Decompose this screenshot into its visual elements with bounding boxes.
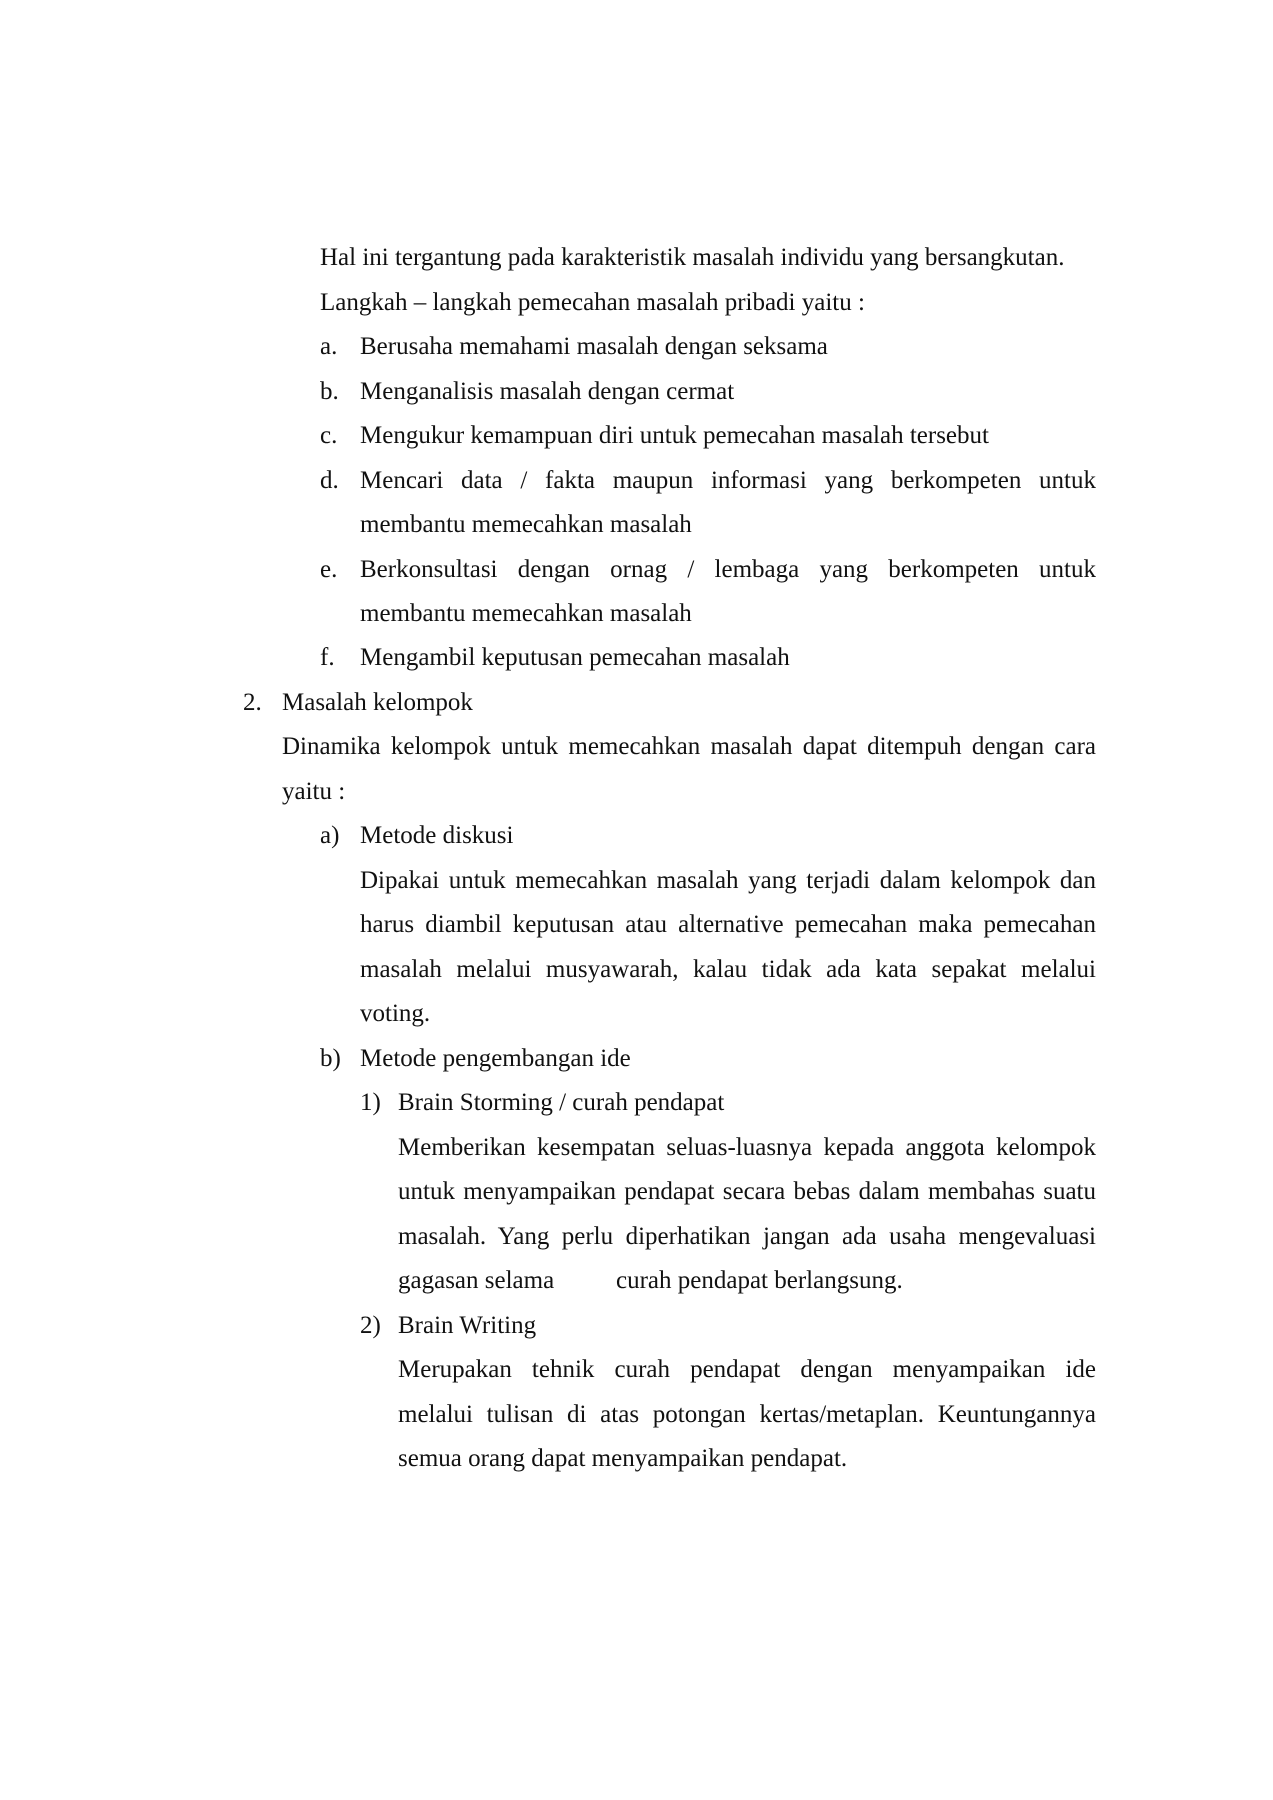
method-b-title: Metode pengembangan ide [360, 1045, 631, 1072]
step-f-marker: f. [320, 644, 335, 671]
sub-1-title: Brain Storming / curah pendapat [398, 1089, 725, 1116]
step-b-marker: b. [320, 378, 339, 405]
step-d-marker: d. [320, 467, 339, 494]
sub-1-para-line-4a: gagasan selama [398, 1267, 555, 1294]
sub-1-para-line-2: untuk menyampaikan pendapat secara bebas dalam membahas suatu [398, 1178, 1096, 1205]
step-e-text-line-2: membantu memecahkan masalah [360, 600, 692, 627]
method-a-para-line-4: voting. [360, 1000, 431, 1027]
step-e-text-line-1: Berkonsultasi dengan ornag / lembaga yang berkompeten untuk [360, 556, 1096, 583]
sub-1-para-line-1: Memberikan kesempatan seluas-luasnya kepada anggota kelompok [398, 1134, 1096, 1161]
intro-line-2: Langkah – langkah pemecahan masalah pribadi yaitu : [320, 289, 865, 316]
step-a-text: Berusaha memahami masalah dengan seksama [360, 333, 828, 360]
step-d-text-line-1: Mencari data / fakta maupun informasi yang berkompeten untuk [360, 467, 1096, 494]
method-b-marker: b) [320, 1045, 341, 1072]
step-c-text: Mengukur kemampuan diri untuk pemecahan masalah tersebut [360, 422, 989, 449]
sub-2-marker: 2) [360, 1312, 381, 1339]
section-2-title: Masalah kelompok [282, 689, 473, 716]
intro-line-1: Hal ini tergantung pada karakteristik masalah individu yang bersangkutan. [320, 244, 1065, 271]
method-a-marker: a) [320, 822, 340, 849]
sub-2-title: Brain Writing [398, 1312, 537, 1339]
step-f-text: Mengambil keputusan pemecahan masalah [360, 644, 790, 671]
sub-1-para-line-3: masalah. Yang perlu diperhatikan jangan ada usaha mengevaluasi [398, 1223, 1096, 1250]
section-2-marker: 2. [243, 689, 262, 716]
method-a-para-line-1: Dipakai untuk memecahkan masalah yang terjadi dalam kelompok dan [360, 867, 1096, 894]
step-a-marker: a. [320, 333, 338, 360]
method-a-title: Metode diskusi [360, 822, 514, 849]
sub-2-para-line-2: melalui tulisan di atas potongan kertas/metaplan. Keuntungannya [398, 1401, 1096, 1428]
method-a-para-line-2: harus diambil keputusan atau alternative pemecahan maka pemecahan [360, 911, 1096, 938]
section-2-desc-line-1: Dinamika kelompok untuk memecahkan masalah dapat ditempuh dengan cara [282, 733, 1096, 760]
sub-1-para-line-4b: curah pendapat berlangsung. [616, 1267, 903, 1294]
step-d-text-line-2: membantu memecahkan masalah [360, 511, 692, 538]
sub-1-marker: 1) [360, 1089, 381, 1116]
step-b-text: Menganalisis masalah dengan cermat [360, 378, 735, 405]
sub-2-para-line-3: semua orang dapat menyampaikan pendapat. [398, 1445, 848, 1472]
sub-2-para-line-1: Merupakan tehnik curah pendapat dengan menyampaikan ide [398, 1356, 1096, 1383]
section-2-desc-line-2: yaitu : [282, 778, 346, 805]
step-c-marker: c. [320, 422, 338, 449]
method-a-para-line-3: masalah melalui musyawarah, kalau tidak ada kata sepakat melalui [360, 956, 1096, 983]
step-e-marker: e. [320, 556, 338, 583]
